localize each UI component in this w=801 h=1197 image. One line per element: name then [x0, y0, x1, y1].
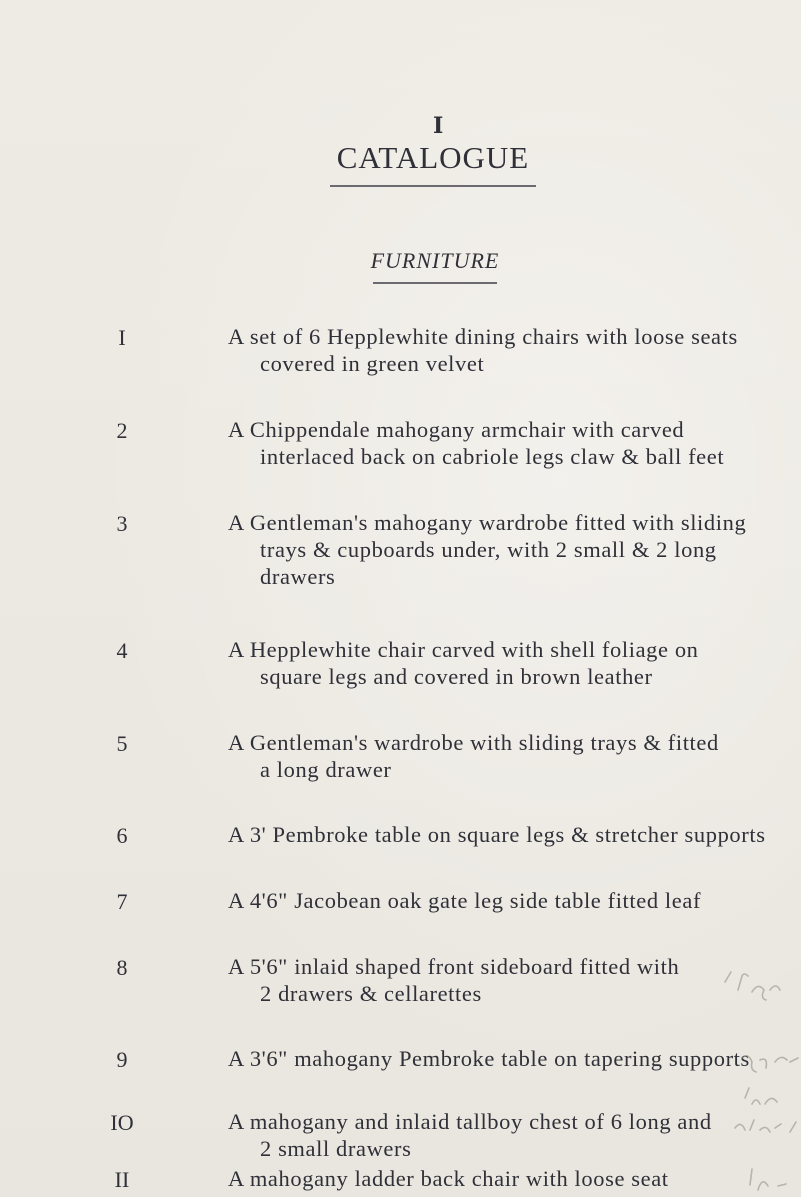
lot-description	[228, 636, 788, 690]
lot-number: 9	[116, 1047, 128, 1072]
lot-line: A Hepplewhite chair carved with shell foliage on	[228, 637, 699, 662]
lot-description	[228, 729, 788, 783]
lot-line: covered in green velvet	[260, 351, 485, 376]
lot-description	[228, 509, 788, 590]
lot-line: a long drawer	[260, 757, 392, 782]
lot-line: A 5'6" inlaid shaped front sideboard fitted with	[228, 954, 680, 979]
lot-line: A set of 6 Hepplewhite dining chairs with loose seats	[228, 324, 738, 349]
lot-line: A Chippendale mahogany armchair with carved	[228, 417, 685, 442]
lot-description	[228, 1045, 788, 1072]
lot-line: square legs and covered in brown leather	[260, 664, 653, 689]
lot-number: 3	[116, 511, 128, 536]
lot-description	[228, 1108, 788, 1162]
lot-description	[228, 416, 788, 470]
lot-line: A mahogany ladder back chair with loose seat	[228, 1166, 669, 1191]
lot-number: 7	[116, 889, 128, 914]
section-underline	[373, 282, 497, 284]
lot-number: 6	[116, 823, 128, 848]
lot-description	[228, 887, 788, 914]
lot-line: A 3'6" mahogany Pembroke table on tapering supports	[228, 1046, 750, 1071]
lot-line: A Gentleman's mahogany wardrobe fitted with sliding	[228, 510, 747, 535]
lot-line: drawers	[260, 564, 336, 589]
section-title: FURNITURE	[370, 248, 500, 273]
lot-line: A 4'6" Jacobean oak gate leg side table fitted leaf	[228, 888, 702, 913]
title-underline	[330, 185, 536, 187]
lot-line: trays & cupboards under, with 2 small & 2 long	[260, 537, 717, 562]
lot-number: II	[114, 1167, 130, 1192]
lot-description	[228, 953, 788, 1007]
lot-line: 2 small drawers	[260, 1136, 412, 1161]
lot-number: IO	[110, 1110, 134, 1135]
lot-number: I	[118, 325, 126, 350]
lot-line: A 3' Pembroke table on square legs & stretcher supports	[228, 822, 766, 847]
lot-description	[228, 1165, 788, 1192]
lot-number: 2	[116, 418, 128, 443]
lot-number: 8	[116, 955, 128, 980]
catalogue-title: CATALOGUE	[336, 140, 530, 175]
lot-number: 5	[116, 731, 128, 756]
lot-line: A Gentleman's wardrobe with sliding trays & fitted	[228, 730, 719, 755]
lot-number: 4	[116, 638, 128, 663]
lot-line: A mahogany and inlaid tallboy chest of 6 long and	[228, 1109, 712, 1134]
lot-description	[228, 821, 788, 848]
page-number-text: I	[433, 113, 444, 139]
lot-line: 2 drawers & cellarettes	[260, 981, 482, 1006]
lot-description	[228, 323, 788, 377]
lot-line: interlaced back on cabriole legs claw & ball feet	[260, 444, 725, 469]
